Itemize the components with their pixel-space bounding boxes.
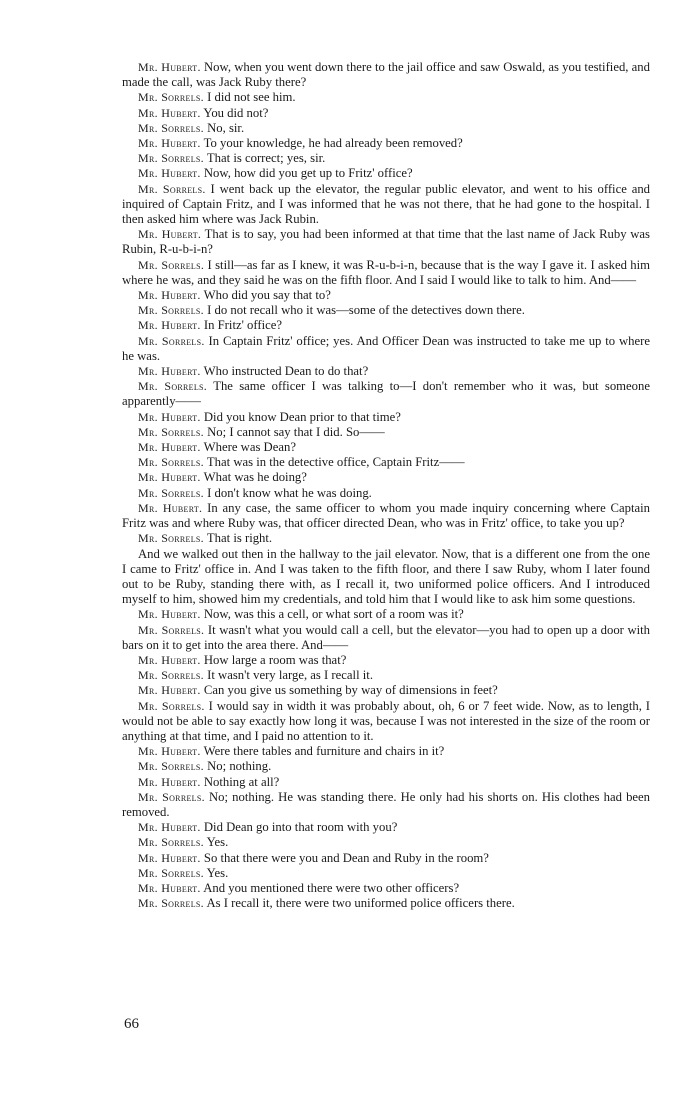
- testimony-text: Where was Dean?: [203, 440, 296, 455]
- testimony-paragraph: [122, 318, 650, 333]
- testimony-text: That was in the detective office, Captain Fritz——: [206, 455, 465, 470]
- speaker-name: Mr. Sorrels.: [138, 865, 204, 880]
- testimony-paragraph: [122, 699, 650, 745]
- speaker-name: Mr. Sorrels.: [138, 759, 204, 774]
- testimony-paragraph: [122, 896, 650, 911]
- speaker-name: Mr. Hubert.: [138, 744, 201, 759]
- testimony-paragraph: [122, 744, 650, 759]
- testimony-text: You did not?: [203, 105, 269, 120]
- testimony-text: Yes.: [206, 865, 229, 880]
- speaker-name: Mr. Sorrels.: [138, 896, 204, 911]
- testimony-paragraph: [122, 60, 650, 90]
- speaker-name: Mr. Hubert.: [138, 288, 201, 303]
- testimony-text: Now, when you went down there to the jail office and saw Oswald, as you testified, and made the call, was Jack Ruby there?: [122, 60, 650, 90]
- speaker-name: Mr. Hubert.: [138, 820, 201, 835]
- speaker-name: Mr. Sorrels.: [138, 698, 205, 713]
- testimony-paragraph: [122, 851, 650, 866]
- speaker-name: Mr. Sorrels.: [138, 379, 208, 394]
- testimony-text: So that there were you and Dean and Ruby in the room?: [203, 850, 489, 865]
- testimony-text: And we walked out then in the hallway to the jail elevator. Now, that is a different one from the one I came to Fritz' office in. And I was taken to the fifth floor, and there I saw Ruby, whom I later found out to be Ruby, standing there with, as I recall it, two uniformed police officers. And I introduced myself to him, showed him my credentials, and told him that I would like to ask him some questions.: [122, 546, 650, 607]
- testimony-text: Now, was this a cell, or what sort of a room was it?: [203, 607, 464, 622]
- testimony-text: In Captain Fritz' office; yes. And Officer Dean was instructed to take me up to where he was.: [122, 333, 650, 363]
- speaker-name: Mr. Sorrels.: [138, 257, 205, 272]
- testimony-paragraph: [122, 866, 650, 881]
- testimony-paragraph: [122, 820, 650, 835]
- testimony-text: Now, how did you get up to Fritz' office?: [203, 166, 413, 181]
- testimony-paragraph: [122, 136, 650, 151]
- testimony-paragraph: [122, 425, 650, 440]
- speaker-name: Mr. Hubert.: [138, 470, 201, 485]
- testimony-paragraph: [122, 151, 650, 166]
- speaker-name: Mr. Sorrels.: [138, 120, 204, 135]
- speaker-name: Mr. Hubert.: [138, 136, 201, 151]
- speaker-name: Mr. Hubert.: [138, 105, 201, 120]
- testimony-paragraph: [122, 668, 650, 683]
- testimony-text: What was he doing?: [203, 470, 307, 485]
- testimony-text: The same officer I was talking to—I don't remember who it was, but someone apparently——: [122, 379, 650, 409]
- testimony-text: Were there tables and furniture and chairs in it?: [203, 744, 445, 759]
- speaker-name: Mr. Hubert.: [138, 652, 201, 667]
- testimony-paragraph: [122, 288, 650, 303]
- testimony-text: Who instructed Dean to do that?: [203, 364, 369, 379]
- testimony-text: I don't know what he was doing.: [207, 485, 372, 500]
- speaker-name: Mr. Hubert.: [138, 774, 201, 789]
- testimony-paragraph: [122, 364, 650, 379]
- speaker-name: Mr. Hubert.: [138, 60, 201, 74]
- testimony-text: I would say in width it was probably about, oh, 6 or 7 feet wide. Now, as to length, I would not be able to say exactly how long it was, because I was not interested in the size of the room or anything at that time, and I paid no attention to it.: [122, 698, 651, 743]
- speaker-name: Mr. Hubert.: [138, 880, 201, 895]
- testimony-paragraph: [122, 531, 650, 546]
- testimony-text: That is right.: [206, 531, 273, 546]
- testimony-paragraph: [122, 501, 650, 531]
- speaker-name: Mr. Sorrels.: [138, 181, 206, 196]
- speaker-name: Mr. Sorrels.: [138, 668, 204, 683]
- speaker-name: Mr. Sorrels.: [138, 835, 204, 850]
- testimony-text: No; nothing. He was standing there. He only had his shorts on. His clothes had been removed.: [122, 789, 651, 819]
- testimony-paragraph: [122, 379, 650, 409]
- speaker-name: Mr. Sorrels.: [138, 424, 204, 439]
- testimony-paragraph: [122, 440, 650, 455]
- testimony-text: No; nothing.: [207, 759, 272, 774]
- speaker-name: Mr. Hubert.: [138, 409, 201, 424]
- testimony-paragraph: [122, 258, 650, 288]
- testimony-text: It wasn't what you would call a cell, but the elevator—you had to open up a door with bars on it to get into the area there. And——: [122, 622, 651, 652]
- testimony-text: Nothing at all?: [203, 774, 280, 789]
- speaker-name: Mr. Hubert.: [138, 364, 201, 379]
- testimony-text: No; I cannot say that I did. So——: [207, 424, 385, 439]
- testimony-paragraph: [122, 547, 650, 608]
- testimony-text: Who did you say that to?: [203, 288, 331, 303]
- speaker-name: Mr. Hubert.: [138, 607, 201, 622]
- testimony-paragraph: [122, 470, 650, 485]
- testimony-paragraph: [122, 227, 650, 257]
- speaker-name: Mr. Sorrels.: [138, 303, 204, 318]
- testimony-paragraph: [122, 455, 650, 470]
- speaker-name: Mr. Hubert.: [138, 227, 202, 242]
- testimony-text: Did you know Dean prior to that time?: [203, 409, 401, 424]
- testimony-text: I did not see him.: [207, 90, 296, 105]
- speaker-name: Mr. Sorrels.: [138, 90, 204, 105]
- speaker-name: Mr. Sorrels.: [138, 531, 204, 546]
- speaker-name: Mr. Sorrels.: [138, 455, 204, 470]
- testimony-text: As I recall it, there were two uniformed police officers there.: [206, 896, 515, 911]
- testimony-paragraph: [122, 607, 650, 622]
- testimony-paragraph: [122, 303, 650, 318]
- testimony-text: Can you give us something by way of dimensions in feet?: [203, 683, 498, 698]
- testimony-paragraph: [122, 623, 650, 653]
- page-number: 66: [124, 1016, 139, 1032]
- speaker-name: Mr. Hubert.: [138, 440, 201, 455]
- speaker-name: Mr. Hubert.: [138, 683, 201, 698]
- testimony-paragraph: [122, 835, 650, 850]
- testimony-paragraph: [122, 106, 650, 121]
- testimony-text: I went back up the elevator, the regular public elevator, and went to his office and inquired of Captain Fritz, and I was informed that he was not there, that he had gone to the hospital. I then asked him where was Jack Rubin.: [122, 181, 651, 227]
- transcript-page: [122, 60, 650, 911]
- speaker-name: Mr. Sorrels.: [138, 485, 204, 500]
- speaker-name: Mr. Hubert.: [138, 166, 201, 181]
- speaker-name: Mr. Sorrels.: [138, 151, 204, 166]
- testimony-paragraph: [122, 775, 650, 790]
- testimony-text: That is correct; yes, sir.: [206, 151, 326, 166]
- testimony-paragraph: [122, 653, 650, 668]
- testimony-paragraph: [122, 410, 650, 425]
- testimony-text: Yes.: [206, 835, 229, 850]
- testimony-paragraph: [122, 683, 650, 698]
- testimony-text: To your knowledge, he had already been removed?: [203, 136, 463, 151]
- testimony-text: No, sir.: [207, 120, 245, 135]
- testimony-text: And you mentioned there were two other officers?: [203, 880, 460, 895]
- testimony-text: In any case, the same officer to whom you made inquiry concerning where Captain Fritz was and where Ruby was, that officer directed Dean, who was in Fritz' office, to take you up?: [122, 500, 651, 531]
- speaker-name: Mr. Sorrels.: [138, 789, 205, 804]
- testimony-paragraph: [122, 90, 650, 105]
- testimony-paragraph: [122, 334, 650, 364]
- testimony-paragraph: [122, 759, 650, 774]
- testimony-paragraph: [122, 166, 650, 181]
- testimony-paragraph: [122, 790, 650, 820]
- speaker-name: Mr. Sorrels.: [138, 333, 205, 348]
- testimony-text: I do not recall who it was—some of the detectives down there.: [207, 303, 525, 318]
- speaker-name: Mr. Hubert.: [138, 850, 201, 865]
- speaker-name: Mr. Sorrels.: [138, 622, 205, 637]
- testimony-text: How large a room was that?: [203, 652, 347, 667]
- testimony-paragraph: [122, 121, 650, 136]
- testimony-text: In Fritz' office?: [203, 318, 283, 333]
- testimony-paragraph: [122, 182, 650, 228]
- speaker-name: Mr. Hubert.: [138, 500, 203, 515]
- testimony-paragraph: [122, 881, 650, 896]
- testimony-text: That is to say, you had been informed at that time that the last name of Jack Ruby was Rubin, R-u-b-i-n?: [122, 227, 650, 257]
- testimony-text: I still—as far as I knew, it was R-u-b-i-n, because that is the way I gave it. I asked him where he was, and they said he was on the fifth floor. And I said I would like to talk to him. And——: [122, 257, 651, 287]
- testimony-text: It wasn't very large, as I recall it.: [207, 668, 373, 683]
- testimony-paragraph: [122, 486, 650, 501]
- testimony-text: Did Dean go into that room with you?: [203, 820, 398, 835]
- speaker-name: Mr. Hubert.: [138, 318, 201, 333]
